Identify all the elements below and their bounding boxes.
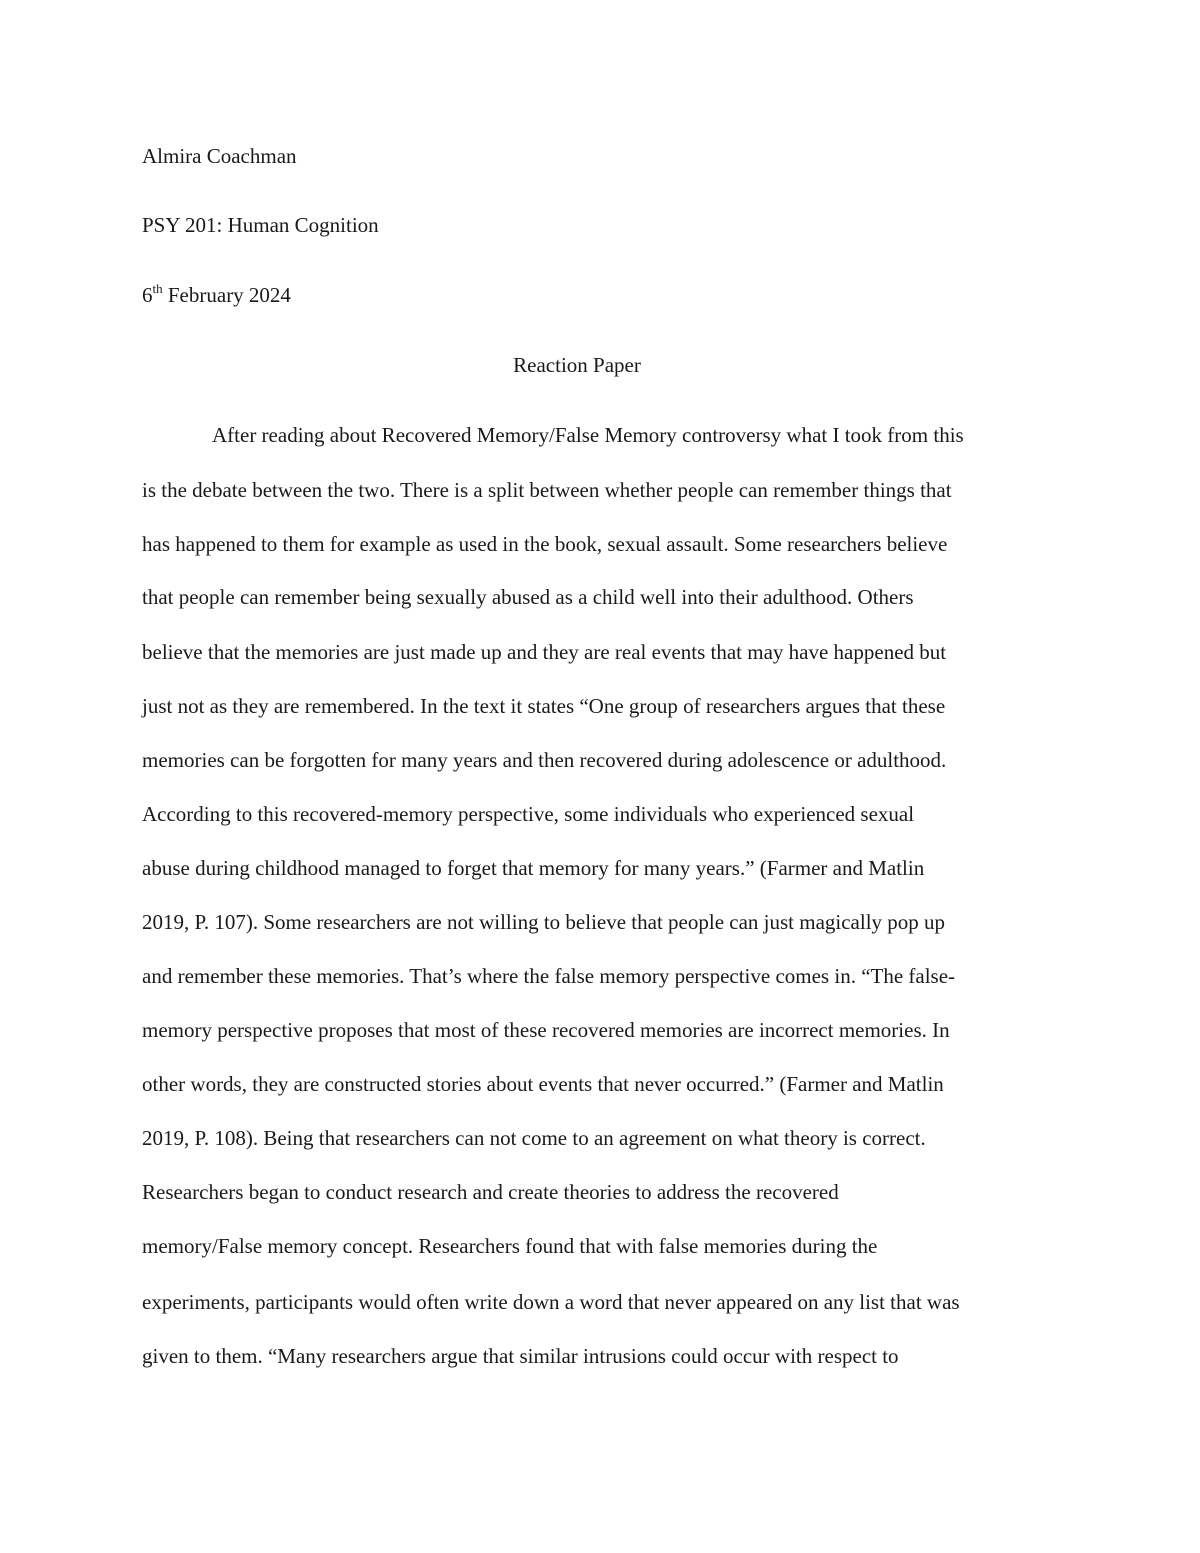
body-line: memory perspective proposes that most of these recovered memories are incorrect memories. In <box>142 1018 950 1042</box>
body-line: other words, they are constructed stories about events that never occurred.” (Farmer and Matlin <box>142 1072 944 1096</box>
body-line: Researchers began to conduct research and create theories to address the recovered <box>142 1180 839 1204</box>
body-line: abuse during childhood managed to forget that memory for many years.” (Farmer and Matlin <box>142 856 925 880</box>
body-line: that people can remember being sexually abused as a child well into their adulthood. Others <box>142 585 914 609</box>
body-line: is the debate between the two. There is a split between whether people can remember things that <box>142 478 952 502</box>
course-name: PSY 201: Human Cognition <box>142 213 379 237</box>
date-ordinal-suffix: th <box>152 281 163 296</box>
body-line: given to them. “Many researchers argue that similar intrusions could occur with respect to <box>142 1344 899 1368</box>
date-month-year: February 2024 <box>162 283 291 307</box>
body-line: and remember these memories. That’s where the false memory perspective comes in. “The false- <box>142 964 956 988</box>
submission-date <box>142 281 291 309</box>
body-line: believe that the memories are just made up and they are real events that may have happened but <box>142 640 947 664</box>
body-line: memories can be forgotten for many years and then recovered during adolescence or adulthood. <box>142 748 947 772</box>
date-day: 6 <box>142 283 153 307</box>
body-line: 2019, P. 107). Some researchers are not willing to believe that people can just magically pop up <box>142 910 946 934</box>
body-line: According to this recovered-memory perspective, some individuals who experienced sexual <box>142 802 915 826</box>
body-line: After reading about Recovered Memory/False Memory controversy what I took from this <box>212 423 964 447</box>
body-line: just not as they are remembered. In the text it states “One group of researchers argues that these <box>142 694 946 718</box>
paper-title: Reaction Paper <box>513 353 641 377</box>
author-name: Almira Coachman <box>142 144 297 168</box>
body-line: memory/False memory concept. Researchers found that with false memories during the <box>142 1234 878 1258</box>
body-line: 2019, P. 108). Being that researchers can not come to an agreement on what theory is correct. <box>142 1126 926 1150</box>
body-line: experiments, participants would often write down a word that never appeared on any list that was <box>142 1290 960 1314</box>
body-line: has happened to them for example as used in the book, sexual assault. Some researchers believe <box>142 532 948 556</box>
